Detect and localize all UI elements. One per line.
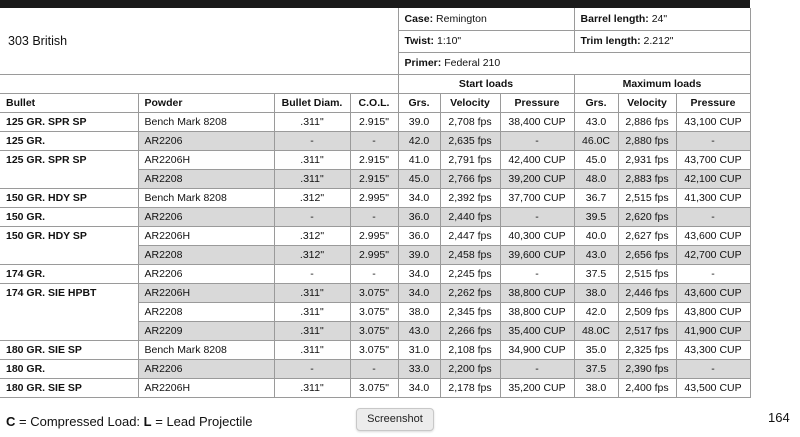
- start-velocity-cell: 2,262 fps: [440, 283, 500, 302]
- start-pressure-cell: 38,800 CUP: [500, 302, 574, 321]
- bullet-col-header: Bullet: [0, 93, 138, 112]
- max-grs-cell: 38.0: [574, 283, 618, 302]
- start-pressure-cell: 39,200 CUP: [500, 169, 574, 188]
- max-grs-cell: 42.0: [574, 302, 618, 321]
- table-row: [0, 207, 750, 226]
- col-col-header: C.O.L.: [350, 93, 398, 112]
- case-value: Remington: [436, 12, 487, 25]
- load-data-table: [0, 8, 751, 398]
- max-grs-cell: 48.0: [574, 169, 618, 188]
- max-grs-cell: 37.5: [574, 359, 618, 378]
- max-grs-cell: 48.0C: [574, 321, 618, 340]
- max-pressure-cell: -: [676, 264, 750, 283]
- start-pressure-cell: -: [500, 264, 574, 283]
- bullet-cell: 125 GR. SPR SP: [0, 150, 138, 188]
- max-grs-cell: 35.0: [574, 340, 618, 359]
- start-pressure-cell: 35,200 CUP: [500, 378, 574, 397]
- max-pressure-cell: 41,300 CUP: [676, 188, 750, 207]
- start-velocity-cell: 2,245 fps: [440, 264, 500, 283]
- table-row: [0, 264, 750, 283]
- diam-cell: -: [274, 264, 350, 283]
- diam-cell: .311": [274, 150, 350, 169]
- bullet-cell: 125 GR.: [0, 131, 138, 150]
- max-pressure-cell: 41,900 CUP: [676, 321, 750, 340]
- bullet-cell: 174 GR.: [0, 264, 138, 283]
- bullet-cell: 180 GR. SIE SP: [0, 340, 138, 359]
- diam-cell: .311": [274, 340, 350, 359]
- start-grs-cell: 38.0: [398, 302, 440, 321]
- start-velocity-cell: 2,708 fps: [440, 112, 500, 131]
- trim-value: 2.212": [643, 35, 674, 47]
- max-pressure-cell: 43,600 CUP: [676, 226, 750, 245]
- legend-c-key: C: [6, 414, 16, 429]
- max-velocity-cell: 2,627 fps: [618, 226, 676, 245]
- col-cell: -: [350, 359, 398, 378]
- max-pressure-cell: 42,700 CUP: [676, 245, 750, 264]
- start-grs-header: Grs.: [398, 93, 440, 112]
- start-pressure-cell: 40,300 CUP: [500, 226, 574, 245]
- powder-cell: Bench Mark 8208: [138, 112, 274, 131]
- start-pressure-cell: 38,800 CUP: [500, 283, 574, 302]
- col-cell: 3.075": [350, 302, 398, 321]
- max-velocity-cell: 2,515 fps: [618, 264, 676, 283]
- powder-cell: AR2208: [138, 245, 274, 264]
- start-velocity-cell: 2,791 fps: [440, 150, 500, 169]
- table-row: [0, 340, 750, 359]
- max-grs-cell: 43.0: [574, 245, 618, 264]
- diam-cell: .311": [274, 378, 350, 397]
- max-pressure-cell: 43,300 CUP: [676, 340, 750, 359]
- powder-col-header: Powder: [138, 93, 274, 112]
- max-grs-cell: 36.7: [574, 188, 618, 207]
- diam-cell: .312": [274, 245, 350, 264]
- col-cell: 3.075": [350, 378, 398, 397]
- twist-value: 1:10": [436, 35, 462, 47]
- max-pressure-cell: 42,100 CUP: [676, 169, 750, 188]
- start-grs-cell: 39.0: [398, 245, 440, 264]
- footer-legend: [6, 414, 252, 429]
- caliber-title: 303 British: [8, 33, 68, 48]
- max-grs-cell: 43.0: [574, 112, 618, 131]
- max-velocity-header: Velocity: [618, 93, 676, 112]
- col-cell: 2.995": [350, 188, 398, 207]
- max-loads-header: Maximum loads: [574, 74, 750, 93]
- start-pressure-cell: -: [500, 207, 574, 226]
- start-velocity-cell: 2,635 fps: [440, 131, 500, 150]
- start-loads-header: Start loads: [398, 74, 574, 93]
- table-row: [0, 378, 750, 397]
- diam-cell: .311": [274, 112, 350, 131]
- start-grs-cell: 43.0: [398, 321, 440, 340]
- max-grs-header: Grs.: [574, 93, 618, 112]
- max-pressure-cell: -: [676, 207, 750, 226]
- start-pressure-header: Pressure: [500, 93, 574, 112]
- start-velocity-header: Velocity: [440, 93, 500, 112]
- legend-c-text: = Compressed Load:: [15, 414, 144, 429]
- start-velocity-cell: 2,458 fps: [440, 245, 500, 264]
- start-pressure-cell: -: [500, 359, 574, 378]
- start-velocity-cell: 2,200 fps: [440, 359, 500, 378]
- bullet-cell: 125 GR. SPR SP: [0, 112, 138, 131]
- start-velocity-cell: 2,178 fps: [440, 378, 500, 397]
- start-grs-cell: 34.0: [398, 264, 440, 283]
- powder-cell: AR2206H: [138, 226, 274, 245]
- col-cell: 2.995": [350, 226, 398, 245]
- max-pressure-header: Pressure: [676, 93, 750, 112]
- col-cell: -: [350, 207, 398, 226]
- start-grs-cell: 41.0: [398, 150, 440, 169]
- max-velocity-cell: 2,883 fps: [618, 169, 676, 188]
- max-velocity-cell: 2,886 fps: [618, 112, 676, 131]
- table-row: [0, 112, 750, 131]
- start-velocity-cell: 2,345 fps: [440, 302, 500, 321]
- table-row: [0, 283, 750, 302]
- max-velocity-cell: 2,446 fps: [618, 283, 676, 302]
- diam-cell: .311": [274, 321, 350, 340]
- table-row: [0, 131, 750, 150]
- start-pressure-cell: 38,400 CUP: [500, 112, 574, 131]
- max-grs-cell: 37.5: [574, 264, 618, 283]
- start-grs-cell: 34.0: [398, 378, 440, 397]
- start-velocity-cell: 2,440 fps: [440, 207, 500, 226]
- max-pressure-cell: -: [676, 359, 750, 378]
- diam-cell: .312": [274, 188, 350, 207]
- col-cell: 2.995": [350, 245, 398, 264]
- start-velocity-cell: 2,447 fps: [440, 226, 500, 245]
- start-grs-cell: 45.0: [398, 169, 440, 188]
- max-velocity-cell: 2,390 fps: [618, 359, 676, 378]
- start-grs-cell: 39.0: [398, 112, 440, 131]
- start-pressure-cell: -: [500, 131, 574, 150]
- start-velocity-cell: 2,108 fps: [440, 340, 500, 359]
- bullet-cell: 150 GR.: [0, 207, 138, 226]
- start-grs-cell: 33.0: [398, 359, 440, 378]
- max-grs-cell: 45.0: [574, 150, 618, 169]
- barrel-label: Barrel length:: [580, 12, 649, 25]
- max-pressure-cell: 43,500 CUP: [676, 378, 750, 397]
- diam-cell: .311": [274, 169, 350, 188]
- powder-cell: Bench Mark 8208: [138, 340, 274, 359]
- legend-l-key: L: [143, 414, 152, 429]
- start-pressure-cell: 37,700 CUP: [500, 188, 574, 207]
- table-row: [0, 188, 750, 207]
- start-grs-cell: 34.0: [398, 188, 440, 207]
- max-grs-cell: 39.5: [574, 207, 618, 226]
- powder-cell: AR2209: [138, 321, 274, 340]
- start-pressure-cell: 39,600 CUP: [500, 245, 574, 264]
- max-velocity-cell: 2,509 fps: [618, 302, 676, 321]
- col-cell: 2.915": [350, 112, 398, 131]
- start-grs-cell: 36.0: [398, 226, 440, 245]
- powder-cell: AR2206H: [138, 150, 274, 169]
- powder-cell: AR2206: [138, 359, 274, 378]
- powder-cell: AR2206: [138, 131, 274, 150]
- table-row: [0, 359, 750, 378]
- table-row: [0, 150, 750, 169]
- page-number: 164: [768, 410, 790, 425]
- diam-cell: .311": [274, 283, 350, 302]
- diam-cell: -: [274, 207, 350, 226]
- col-cell: 3.075": [350, 321, 398, 340]
- diam-col-header: Bullet Diam.: [274, 93, 350, 112]
- max-velocity-cell: 2,656 fps: [618, 245, 676, 264]
- max-pressure-cell: 43,800 CUP: [676, 302, 750, 321]
- start-pressure-cell: 42,400 CUP: [500, 150, 574, 169]
- col-cell: -: [350, 131, 398, 150]
- start-pressure-cell: 35,400 CUP: [500, 321, 574, 340]
- bullet-cell: 180 GR.: [0, 359, 138, 378]
- max-velocity-cell: 2,400 fps: [618, 378, 676, 397]
- diam-cell: -: [274, 359, 350, 378]
- powder-cell: AR2206: [138, 207, 274, 226]
- max-grs-cell: 40.0: [574, 226, 618, 245]
- powder-cell: AR2206H: [138, 283, 274, 302]
- top-rule: [0, 0, 750, 8]
- max-velocity-cell: 2,931 fps: [618, 150, 676, 169]
- primer-value: Federal 210: [444, 57, 501, 69]
- powder-cell: AR2208: [138, 169, 274, 188]
- powder-cell: AR2206H: [138, 378, 274, 397]
- powder-cell: AR2208: [138, 302, 274, 321]
- powder-cell: Bench Mark 8208: [138, 188, 274, 207]
- bullet-cell: 180 GR. SIE SP: [0, 378, 138, 397]
- start-grs-cell: 34.0: [398, 283, 440, 302]
- barrel-value: 24": [651, 12, 668, 25]
- max-pressure-cell: 43,100 CUP: [676, 112, 750, 131]
- diam-cell: -: [274, 131, 350, 150]
- max-pressure-cell: 43,700 CUP: [676, 150, 750, 169]
- max-velocity-cell: 2,880 fps: [618, 131, 676, 150]
- start-velocity-cell: 2,392 fps: [440, 188, 500, 207]
- trim-label: Trim length:: [580, 35, 641, 47]
- powder-cell: AR2206: [138, 264, 274, 283]
- max-pressure-cell: -: [676, 131, 750, 150]
- diam-cell: .311": [274, 302, 350, 321]
- case-label: Case:: [404, 12, 434, 25]
- start-grs-cell: 36.0: [398, 207, 440, 226]
- max-velocity-cell: 2,515 fps: [618, 188, 676, 207]
- max-pressure-cell: 43,600 CUP: [676, 283, 750, 302]
- bullet-cell: 174 GR. SIE HPBT: [0, 283, 138, 340]
- max-velocity-cell: 2,325 fps: [618, 340, 676, 359]
- start-velocity-cell: 2,266 fps: [440, 321, 500, 340]
- bullet-cell: 150 GR. HDY SP: [0, 188, 138, 207]
- screenshot-tooltip: Screenshot: [356, 408, 434, 431]
- max-grs-cell: 46.0C: [574, 131, 618, 150]
- table-row: [0, 226, 750, 245]
- legend-l-text: = Lead Projectile: [151, 414, 253, 429]
- col-cell: 3.075": [350, 340, 398, 359]
- col-cell: 2.915": [350, 150, 398, 169]
- diam-cell: .312": [274, 226, 350, 245]
- twist-label: Twist:: [404, 35, 435, 47]
- bullet-cell: 150 GR. HDY SP: [0, 226, 138, 264]
- start-grs-cell: 31.0: [398, 340, 440, 359]
- start-pressure-cell: 34,900 CUP: [500, 340, 574, 359]
- col-cell: -: [350, 264, 398, 283]
- max-velocity-cell: 2,517 fps: [618, 321, 676, 340]
- col-cell: 2.915": [350, 169, 398, 188]
- primer-label: Primer:: [404, 57, 442, 69]
- start-velocity-cell: 2,766 fps: [440, 169, 500, 188]
- col-cell: 3.075": [350, 283, 398, 302]
- start-grs-cell: 42.0: [398, 131, 440, 150]
- max-velocity-cell: 2,620 fps: [618, 207, 676, 226]
- max-grs-cell: 38.0: [574, 378, 618, 397]
